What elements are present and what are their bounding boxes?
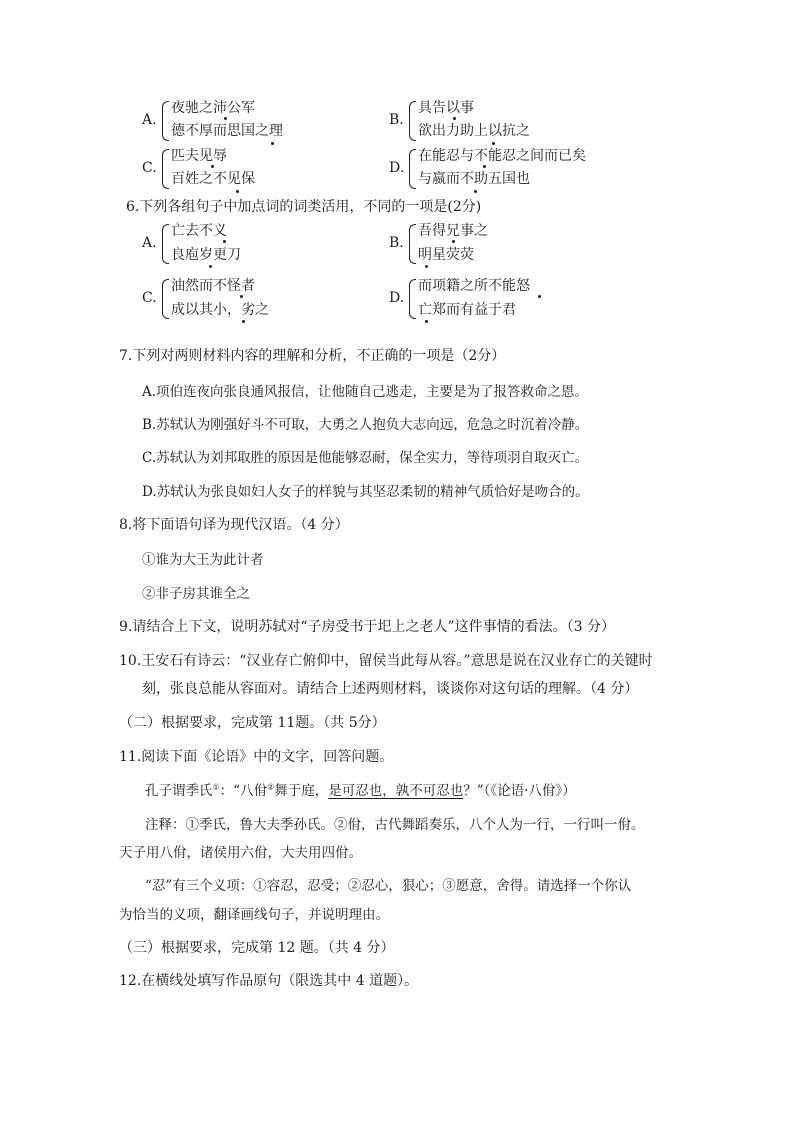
q7-option-b: B.苏轼认为刚强好斗不可取，大勇之人抱负大志向远，危急之时沉着冷静。	[142, 417, 589, 433]
option-line: 吾得兄事之	[418, 223, 488, 239]
q11-quote: 孔子谓季氏①：“八佾②舞于庭，是可忍也，孰不可忍也？”（《论语·八佾》）	[145, 782, 576, 799]
option-label: A.	[142, 112, 157, 128]
option-line: 百姓之不见保	[171, 171, 255, 187]
brace-icon	[409, 101, 416, 141]
emphasis-dot	[425, 320, 428, 323]
option-label: A.	[142, 235, 157, 251]
emphasis-dot	[425, 265, 428, 268]
question-7-stem: 7.下列对两则材料内容的理解和分析，不正确的一项是（2分）	[119, 348, 506, 364]
option-label: C.	[142, 290, 157, 306]
q11-ren-line-1: “忍”有三个义项：①容忍，忍受；②忍心，狠心；③愿意，舍得。请选择一个你认	[145, 878, 632, 894]
emphasis-dot	[453, 117, 456, 120]
option-line: 德不厚而思国之理	[171, 123, 283, 139]
option-label: D.	[389, 160, 405, 176]
brace-icon	[162, 101, 169, 141]
option-line: 亡郑而有益于君	[418, 302, 516, 318]
q8-sentence-1: ①谁为大王为此计者	[142, 552, 264, 568]
option-line: 与嬴而不助五国也	[418, 171, 530, 187]
emphasis-dot	[271, 142, 274, 145]
underlined-sentence: 是可忍也，孰不可忍也	[328, 783, 464, 799]
brace-icon	[162, 224, 169, 264]
option-line: 良庖岁更刀	[171, 247, 241, 263]
emphasis-dot	[224, 117, 227, 120]
emphasis-dot	[242, 320, 245, 323]
emphasis-dot	[209, 265, 212, 268]
emphasis-dot	[223, 240, 226, 243]
q7-option-d: D.苏轼认为张良如妇人女子的样貌与其坚忍柔韧的精神气质恰好是吻合的。	[142, 484, 589, 500]
option-label: B.	[389, 112, 404, 128]
option-line: 油然而不怪者	[171, 278, 255, 294]
q11-ren-line-2: 为恰当的义项，翻译画线句子，并说明理由。	[119, 907, 389, 923]
emphasis-dot	[538, 295, 541, 298]
brace-icon	[409, 224, 416, 264]
q7-option-a: A.项伯连夜向张良通风报信，让他随自己逃走，主要是为了报答救命之恩。	[142, 384, 589, 400]
option-line: 在能忍与不能忍之间而已矣	[418, 148, 586, 164]
brace-icon	[409, 149, 416, 189]
q7-option-c: C.苏轼认为刘邦取胜的原因是他能够忍耐，保全实力，等待项羽自取灭亡。	[142, 450, 589, 466]
option-line: 明星荧荧	[418, 247, 474, 263]
section-3-heading: （三）根据要求，完成第 12 题。（共 4 分）	[119, 940, 395, 956]
option-label: C.	[142, 160, 157, 176]
option-line: 匹夫见辱	[171, 148, 227, 164]
brace-icon	[162, 149, 169, 189]
emphasis-dot	[474, 190, 477, 193]
option-line: 欲出力助上以抗之	[418, 123, 530, 139]
option-line: 夜驰之沛公军	[171, 100, 255, 116]
emphasis-dot	[483, 165, 486, 168]
option-line: 亡去不义	[171, 223, 227, 239]
emphasis-dot	[240, 295, 243, 298]
option-line: 而项籍之所不能怒	[418, 278, 530, 294]
question-8-stem: 8.将下面语句译为现代汉语。（4 分）	[119, 517, 349, 533]
section-2-heading: （二）根据要求，完成第 11题。（共 5分）	[119, 715, 386, 731]
question-6-stem: 6.下列各组句子中加点词的词类活用，不同的一项是(2分)	[126, 199, 482, 215]
brace-icon	[409, 279, 416, 319]
question-12-stem: 12.在横线处填写作品原句（限选其中 4 道题）。	[119, 973, 419, 989]
q11-note-line-1: 注释：①季氏，鲁大夫季孙氏。②佾，古代舞蹈奏乐，八个人为一行，一行叫一佾。	[145, 817, 645, 833]
question-9-stem: 9.请结合上下文，说明苏轼对“子房受书于圯上之老人”这件事情的看法。（3 分）	[119, 619, 616, 635]
emphasis-dot	[236, 190, 239, 193]
option-label: D.	[389, 290, 405, 306]
question-10-line-2: 刻，张良总能从容面对。请结合上述两则材料，谈谈你对这句话的理解。（4 分）	[142, 681, 639, 697]
emphasis-dot	[492, 142, 495, 145]
question-10-line-1: 10.王安石有诗云：“汉业存亡俯仰中，留侯当此每从容。”意思是说在汉业存亡的关键时	[119, 653, 653, 669]
question-11-stem: 11.阅读下面《论语》中的文字，回答问题。	[119, 749, 394, 765]
option-label: B.	[389, 235, 404, 251]
emphasis-dot	[452, 240, 455, 243]
q11-note-line-2: 天子用八佾，诸侯用六佾，大夫用四佾。	[119, 845, 362, 861]
q8-sentence-2: ②非子房其谁全之	[142, 586, 250, 602]
option-line: 具告以事	[418, 100, 474, 116]
brace-icon	[162, 279, 169, 319]
option-line: 成以其小，劣之	[171, 302, 269, 318]
emphasis-dot	[211, 165, 214, 168]
